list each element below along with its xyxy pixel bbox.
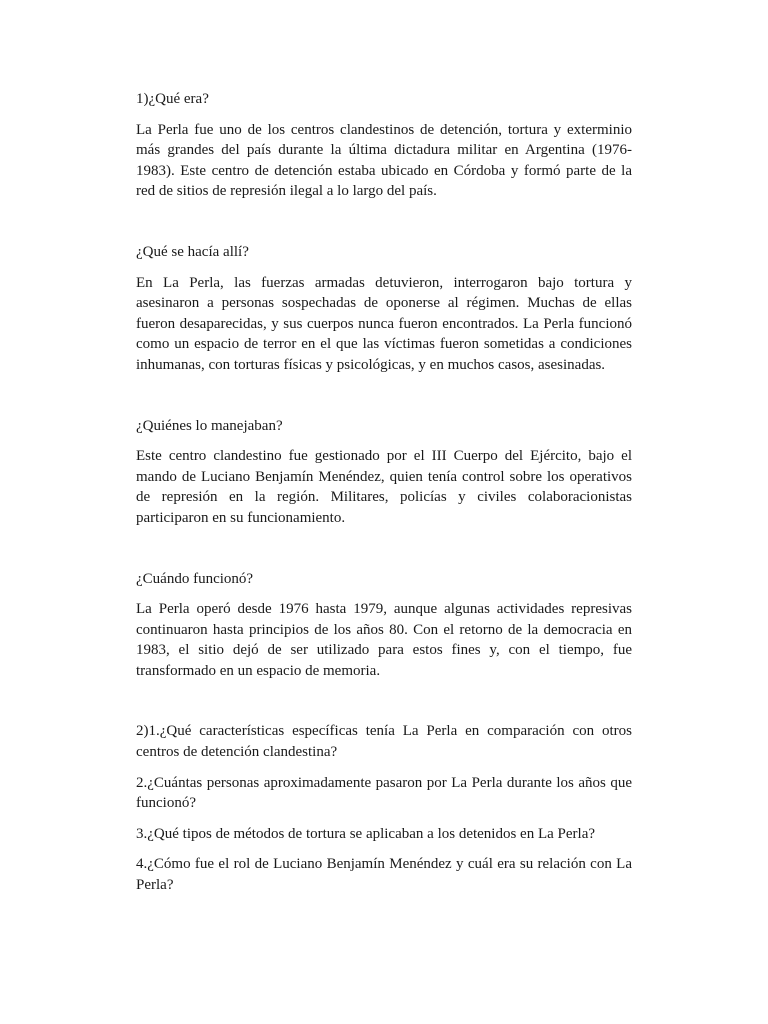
question-item: 3.¿Qué tipos de métodos de tortura se aplicaban a los detenidos en La Perla? (136, 825, 596, 842)
section-body-quienes: Este centro clandestino fue gestionado por el III Cuerpo del Ejército, bajo el mando de Luciano Benjamín Menéndez, quien tenía control sobre los operativos de represión en la región. Militares, policías y civiles colaboracionistas participaron en su funcionamiento. (136, 448, 632, 526)
question-item: 4.¿Cómo fue el rol de Luciano Benjamín Menéndez y cuál era su relación con La Perla? (136, 856, 632, 894)
section-spacer (136, 529, 632, 569)
section-body-que-era: La Perla fue uno de los centros clandestinos de detención, tortura y exterminio más grandes del país durante la última dictadura militar en Argentina (1976-1983). Este centro de detención estaba ubicado en Córdoba y formó parte de la red de sitios de represión ilegal a lo largo del país. (136, 121, 632, 200)
document-page (136, 89, 632, 906)
section-spacer (136, 376, 632, 416)
section-spacer (136, 202, 632, 242)
section-heading-cuando: ¿Cuándo funcionó? (136, 570, 254, 587)
section-body-que-se-hacia: En La Perla, las fuerzas armadas detuvieron, interrogaron bajo tortura y asesinaron a personas sospechadas de oponerse al régimen. Muchas de ellas fueron desaparecidas, y sus cuerpos nunca fueron encontrados. La Perla funcionó como un espacio de terror en el que las víctimas fueron sometidas a condiciones inhumanas, con torturas físicas y psicológicas, y en muchos casos, asesinadas. (136, 274, 632, 373)
section-body-cuando: La Perla operó desde 1976 hasta 1979, aunque algunas actividades represivas continuaron hasta principios de los años 80. Con el retorno de la democracia en 1983, el sitio dejó de ser utilizado para estos fines y, con el tiempo, fue transformado en un espacio de memoria. (136, 601, 632, 679)
section-heading-que-se-hacia: ¿Qué se hacía allí? (136, 243, 249, 260)
section-spacer (136, 681, 632, 721)
question-item: 2.¿Cuántas personas aproximadamente pasaron por La Perla durante los años que funcionó? (136, 774, 632, 812)
question-item: 2)1.¿Qué características específicas tenía La Perla en comparación con otros centros de detención clandestina? (136, 723, 632, 761)
section-heading-que-era: 1)¿Qué era? (136, 91, 209, 107)
section-heading-quienes: ¿Quiénes lo manejaban? (136, 417, 283, 434)
